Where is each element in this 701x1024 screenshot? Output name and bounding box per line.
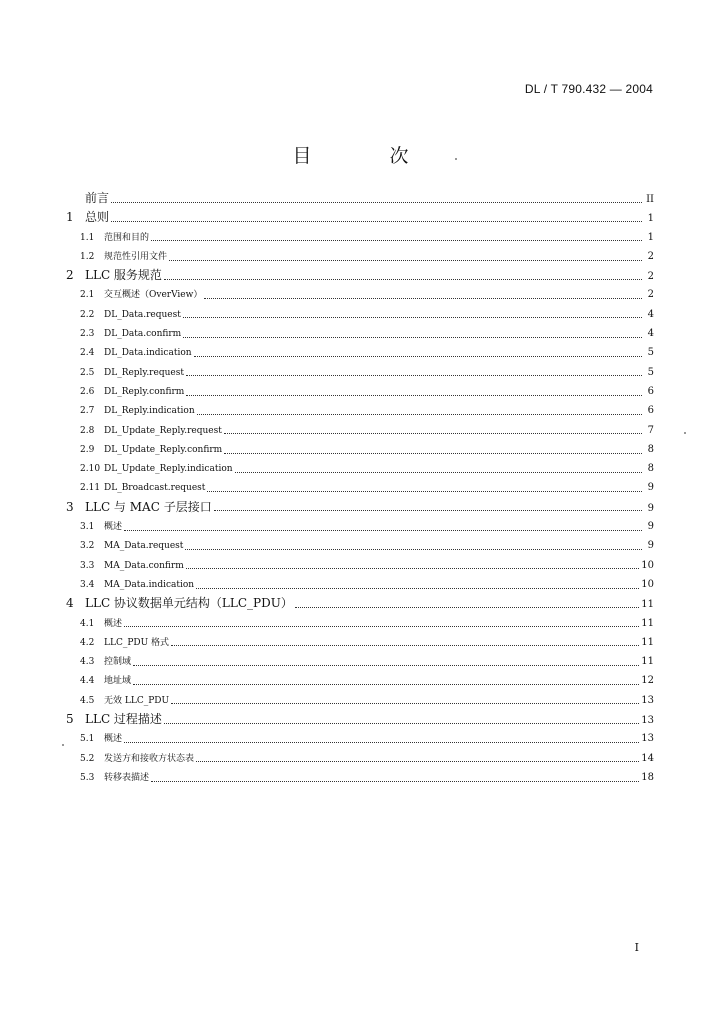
toc-entry[interactable]: [66, 228, 654, 247]
toc-entry[interactable]: [66, 324, 654, 343]
toc-entry[interactable]: [66, 459, 654, 478]
toc-entry-number: 4: [66, 596, 74, 611]
toc-entry-title: LLC 与 MAC 子层接口: [85, 499, 212, 514]
toc-entry-page: 11: [641, 599, 654, 611]
toc-entry-page: 9: [647, 521, 654, 533]
toc-entry-number: 5.1: [80, 734, 95, 745]
toc-entry[interactable]: [66, 440, 654, 459]
toc-entry-title: 规范性引用文件: [104, 251, 168, 262]
toc-entry-title: LLC 过程描述: [85, 712, 162, 727]
toc-dot-leader: [164, 278, 642, 280]
toc-entry-page: 14: [641, 752, 654, 764]
toc-entry-page: 7: [647, 424, 654, 436]
toc-dot-leader: [124, 625, 639, 627]
toc-dot-leader: [196, 587, 639, 589]
toc-entry-number: 5.2: [80, 753, 95, 764]
toc-entry-page: 9: [647, 502, 654, 514]
toc-entry-title: DL_Data.request: [104, 309, 181, 320]
toc-dot-leader: [183, 336, 642, 338]
toc-dot-leader: [133, 683, 639, 685]
toc-entry[interactable]: [66, 710, 654, 729]
toc-dot-leader: [169, 259, 642, 261]
toc-entry[interactable]: [66, 189, 654, 208]
toc-entry-title: MA_Data.request: [104, 541, 184, 552]
toc-entry-number: 3.3: [80, 560, 95, 571]
toc-entry-page: 11: [641, 656, 654, 668]
toc-entry-number: 2.4: [80, 348, 95, 359]
toc-entry-number: 3: [66, 499, 74, 514]
toc-entry-page: 10: [641, 559, 654, 571]
toc-entry-title: 前言: [85, 191, 110, 205]
toc-entry-title: LLC 服务规范: [85, 268, 162, 283]
toc-entry-page: 6: [647, 385, 654, 397]
toc-entry-title: DL_Reply.confirm: [104, 386, 185, 397]
toc-entry[interactable]: [66, 478, 654, 497]
toc-entry-page: 4: [647, 308, 654, 320]
toc-entry[interactable]: [66, 363, 654, 382]
toc-entry-page: 11: [641, 617, 654, 629]
toc-entry-number: 3.4: [80, 579, 95, 590]
toc-dot-leader: [164, 722, 639, 724]
toc-entry-title: 概述: [104, 522, 123, 533]
toc-dot-leader: [197, 413, 642, 415]
toc-dot-leader: [207, 490, 642, 492]
toc-entry[interactable]: [66, 305, 654, 324]
toc-entry-page: 5: [647, 347, 654, 359]
toc-entry[interactable]: [66, 556, 654, 575]
toc-entry-page: 8: [647, 443, 654, 455]
toc-entry-page: 9: [647, 540, 654, 552]
toc-entry-title: LLC 协议数据单元结构（LLC_PDU）: [85, 596, 293, 611]
toc-entry-page: 13: [641, 715, 654, 727]
toc-entry-page: 2: [647, 271, 654, 283]
toc-entry-page: 9: [647, 482, 654, 494]
toc-dot-leader: [171, 644, 639, 646]
toc-dot-leader: [235, 471, 642, 473]
table-of-contents: [66, 189, 654, 787]
toc-dot-leader: [186, 567, 640, 569]
toc-entry-title: 控制域: [104, 657, 132, 668]
page-number: I: [634, 941, 639, 954]
toc-entry-number: 4.2: [80, 637, 95, 648]
toc-entry-number: 1.1: [80, 232, 95, 243]
toc-entry-number: 2.1: [80, 290, 95, 301]
toc-entry-number: 4.4: [80, 676, 95, 687]
toc-entry-title: MA_Data.indication: [104, 579, 195, 590]
toc-entry-number: 2.8: [80, 425, 95, 436]
toc-entry-page: 11: [641, 636, 654, 648]
toc-entry-page: 5: [647, 366, 654, 378]
toc-entry[interactable]: [66, 729, 654, 748]
toc-entry-number: 2.10: [80, 464, 101, 475]
toc-entry-number: 3.2: [80, 541, 95, 552]
toc-entry-title: DL_Data.confirm: [104, 329, 182, 340]
toc-entry[interactable]: [66, 768, 654, 787]
toc-entry-title: 发送方和接收方状态表: [104, 753, 195, 764]
toc-dot-leader: [186, 394, 642, 396]
toc-entry[interactable]: [66, 614, 654, 633]
toc-dot-leader: [111, 201, 642, 203]
toc-entry-number: 2: [66, 268, 74, 283]
toc-entry[interactable]: [66, 266, 654, 285]
toc-entry[interactable]: [66, 652, 654, 671]
toc-entry[interactable]: [66, 594, 654, 613]
toc-entry-page: 2: [647, 250, 654, 262]
toc-entry-title: 转移表描述: [104, 772, 150, 783]
toc-entry-title: DL_Reply.request: [104, 367, 184, 378]
toc-entry[interactable]: [66, 498, 654, 517]
toc-entry-number: 1: [66, 210, 74, 225]
toc-entry-page: 4: [647, 328, 654, 340]
toc-dot-leader: [186, 374, 642, 376]
toc-entry[interactable]: [66, 285, 654, 304]
toc-entry[interactable]: [66, 517, 654, 536]
toc-entry-page: 1: [647, 213, 654, 225]
scan-speck: [62, 744, 64, 746]
toc-entry-page: 2: [647, 289, 654, 301]
toc-dot-leader: [224, 432, 642, 434]
toc-dot-leader: [214, 509, 642, 511]
toc-dot-leader: [224, 452, 642, 454]
toc-entry[interactable]: [66, 421, 654, 440]
toc-dot-leader: [183, 316, 642, 318]
toc-entry-number: 4.1: [80, 618, 95, 629]
toc-entry-number: 2.9: [80, 444, 95, 455]
toc-entry-number: 5.3: [80, 772, 95, 783]
toc-entry-page: 8: [647, 463, 654, 475]
toc-entry-number: 4.5: [80, 695, 95, 706]
toc-dot-leader: [171, 702, 639, 704]
toc-entry-title: 概述: [104, 618, 123, 629]
toc-entry-number: 2.6: [80, 386, 95, 397]
toc-entry-page: 6: [647, 405, 654, 417]
toc-entry-page: 13: [641, 733, 654, 745]
toc-entry[interactable]: [66, 691, 654, 710]
toc-entry[interactable]: [66, 749, 654, 768]
toc-entry-title: MA_Data.confirm: [104, 560, 184, 571]
toc-entry-page: 18: [641, 771, 654, 783]
toc-entry[interactable]: [66, 575, 654, 594]
toc-entry-title: DL_Reply.indication: [104, 406, 195, 417]
toc-entry[interactable]: [66, 343, 654, 362]
standard-code: DL / T 790.432 — 2004: [524, 82, 653, 96]
toc-entry-number: 3.1: [80, 522, 95, 533]
toc-dot-leader: [185, 548, 642, 550]
toc-entry-title: DL_Data.indication: [104, 348, 192, 359]
toc-entry-page: 1: [647, 231, 654, 243]
toc-entry-number: 2.5: [80, 367, 95, 378]
toc-entry[interactable]: [66, 536, 654, 555]
toc-entry[interactable]: [66, 671, 654, 690]
toc-entry-number: 4.3: [80, 657, 95, 668]
toc-entry-page: 12: [641, 675, 654, 687]
toc-entry-title: DL_Update_Reply.request: [104, 425, 222, 436]
toc-entry-number: 2.2: [80, 309, 95, 320]
toc-dot-leader: [124, 529, 642, 531]
toc-dot-leader: [196, 760, 639, 762]
toc-entry-page: II: [646, 194, 654, 205]
toc-dot-leader: [151, 239, 642, 241]
scan-speck: [684, 432, 686, 434]
toc-entry[interactable]: [66, 208, 654, 227]
toc-entry-title: 无效 LLC_PDU: [104, 695, 170, 706]
toc-entry-number: 5: [66, 712, 74, 727]
toc-entry-title: DL_Update_Reply.indication: [104, 464, 233, 475]
scan-speck: [455, 158, 457, 160]
toc-entry-title: DL_Broadcast.request: [104, 483, 206, 494]
toc-entry-title: DL_Update_Reply.confirm: [104, 444, 223, 455]
toc-dot-leader: [133, 664, 639, 666]
toc-dot-leader: [295, 606, 639, 608]
toc-entry[interactable]: [66, 633, 654, 652]
toc-entry-number: 1.2: [80, 251, 95, 262]
toc-entry-title: LLC_PDU 格式: [104, 637, 170, 648]
toc-entry-number: 2.11: [80, 483, 101, 494]
toc-entry[interactable]: [66, 382, 654, 401]
toc-entry-number: 2.7: [80, 406, 95, 417]
toc-dot-leader: [111, 220, 642, 222]
toc-dot-leader: [194, 355, 642, 357]
toc-entry-page: 10: [641, 578, 654, 590]
toc-entry[interactable]: [66, 401, 654, 420]
toc-entry-title: 交互概述（OverView）: [104, 290, 203, 301]
toc-entry-number: 2.3: [80, 329, 95, 340]
toc-entry-page: 13: [641, 694, 654, 706]
toc-entry[interactable]: [66, 247, 654, 266]
toc-dot-leader: [124, 741, 639, 743]
toc-entry-title: 范围和目的: [104, 232, 150, 243]
toc-entry-title: 地址域: [104, 676, 132, 687]
toc-dot-leader: [151, 780, 639, 782]
page-title: 目 次: [292, 145, 445, 167]
toc-entry-title: 概述: [104, 734, 123, 745]
toc-dot-leader: [204, 297, 642, 299]
toc-entry-title: 总则: [85, 210, 110, 225]
